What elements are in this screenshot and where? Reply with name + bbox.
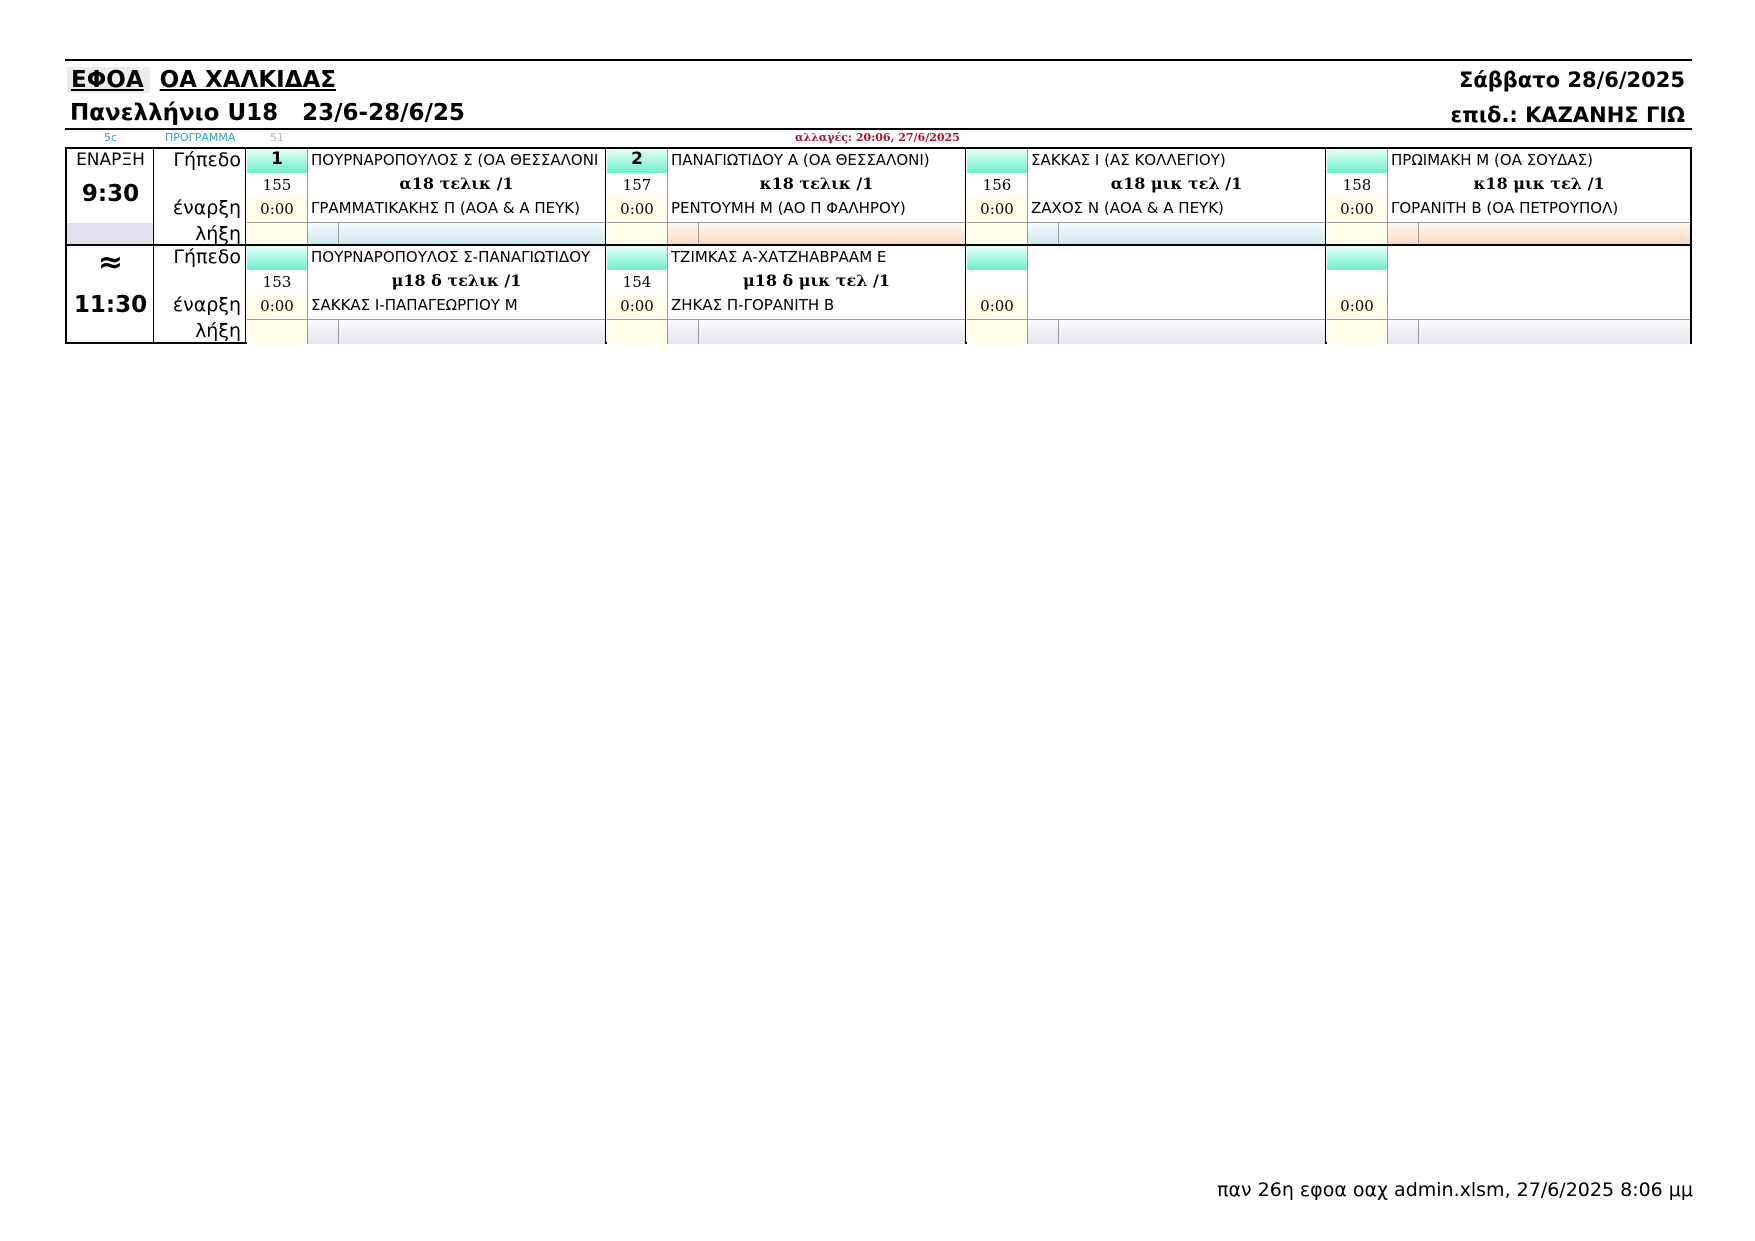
- organizer-club: ΟΑ ΧΑΛΚΙΔΑΣ: [159, 67, 337, 93]
- header-top-rule: [65, 59, 1692, 61]
- start-time: 0:00: [247, 198, 307, 221]
- match-number: 153: [247, 271, 307, 294]
- match-number: 157: [607, 174, 667, 197]
- divider: [1418, 223, 1419, 246]
- player-2: [1388, 294, 1690, 318]
- match-event: α18 τελικ /1: [399, 174, 514, 193]
- organizer-title: [67, 67, 336, 93]
- sheet-number: 51: [270, 131, 284, 144]
- start-time: 0:00: [967, 198, 1027, 221]
- player-2: ΖΑΧΟΣ Ν (ΑΟΑ & Α ΠΕΥΚ): [1031, 199, 1224, 217]
- divider: [967, 222, 1325, 223]
- match-event: [1388, 270, 1690, 294]
- slot-time: 9:30: [81, 181, 140, 207]
- organizer-federation: ΕΦΟΑ: [67, 67, 150, 93]
- sheet-code: 5c: [104, 131, 118, 144]
- end-time: [967, 222, 1027, 246]
- player-2: ΡΕΝΤΟΥΜΗ Μ (ΑΟ Π ΦΑΛΗΡΟΥ): [671, 199, 906, 217]
- result-box: [1388, 320, 1690, 344]
- match-event: κ18 τελικ /1: [759, 174, 874, 193]
- result-box: [668, 223, 965, 246]
- divider: [698, 320, 699, 344]
- match-number: [967, 271, 1027, 294]
- court-number: [1327, 246, 1387, 270]
- event-title: Πανελλήνιο U18 23/6-28/6/25: [70, 100, 465, 126]
- court-number: [967, 149, 1027, 173]
- divider: [965, 246, 966, 342]
- match-number: 158: [1327, 174, 1387, 197]
- slot-time-footer: [67, 223, 154, 246]
- divider: [153, 149, 154, 244]
- end-time: [247, 222, 307, 246]
- court-number: 2: [607, 149, 667, 173]
- player-2: ΓΡΑΜΜΑΤΙΚΑΚΗΣ Π (ΑΟΑ & Α ΠΕΥΚ): [311, 199, 580, 217]
- divider: [1327, 222, 1690, 223]
- header-bottom-rule: [65, 128, 1692, 130]
- player-1: ΠΟΥΡΝΑΡΟΠΟΥΛΟΣ Σ-ΠΑΝΑΓΙΩΤΙΔΟΥ: [311, 248, 591, 266]
- start-time: 0:00: [247, 295, 307, 318]
- divider: [153, 246, 154, 342]
- file-footer: παν 26η εφοα οαχ admin.xlsm, 27/6/2025 8:06 μμ: [1217, 1179, 1693, 1201]
- match-number: 155: [247, 174, 307, 197]
- end-time: [1327, 319, 1387, 344]
- player-1: [1388, 246, 1690, 270]
- match-event: κ18 μικ τελ /1: [1473, 174, 1605, 193]
- result-box: [1028, 320, 1325, 344]
- divider: [247, 222, 605, 223]
- result-box: [308, 320, 605, 344]
- divider: [607, 222, 965, 223]
- divider: [1325, 246, 1326, 342]
- divider: [338, 320, 339, 344]
- end-time: [967, 319, 1027, 344]
- start-time: 0:00: [967, 295, 1027, 318]
- divider: [605, 246, 606, 342]
- court-label: Γήπεδο: [173, 149, 241, 171]
- divider: [245, 246, 246, 342]
- time-slot-1: [65, 147, 1692, 246]
- approx-marker: ≈: [97, 246, 124, 280]
- result-box: [668, 320, 965, 344]
- start-label: έναρξη: [172, 197, 241, 219]
- player-1: [1028, 246, 1325, 270]
- player-2: ΓΟΡΑΝΙΤΗ Β (ΟΑ ΠΕΤΡΟΥΠΟΛ): [1391, 199, 1619, 217]
- start-time: 0:00: [607, 295, 667, 318]
- start-time: 0:00: [1327, 295, 1387, 318]
- divider: [605, 149, 606, 244]
- court-number: 1: [247, 149, 307, 173]
- divider: [1058, 320, 1059, 344]
- match-event: α18 μικ τελ /1: [1110, 174, 1243, 193]
- end-label: λήξη: [155, 223, 241, 246]
- divider: [245, 149, 246, 244]
- divider: [1327, 319, 1690, 320]
- divider: [967, 319, 1325, 320]
- court-number: [967, 246, 1027, 270]
- match-number: 154: [607, 271, 667, 294]
- end-time: [247, 319, 307, 344]
- match-event: μ18 δ τελικ /1: [391, 271, 522, 290]
- start-label: έναρξη: [172, 294, 241, 316]
- time-slot-2: [65, 244, 1692, 344]
- end-time: [607, 319, 667, 344]
- start-time: 0:00: [1327, 198, 1387, 221]
- schedule-date: Σάββατο 28/6/2025: [1458, 68, 1685, 92]
- divider: [698, 223, 699, 246]
- player-2: [1028, 294, 1325, 318]
- court-number: [607, 246, 667, 270]
- divider: [607, 319, 965, 320]
- player-2: ΖΗΚΑΣ Π-ΓΟΡΑΝΙΤΗ Β: [671, 296, 835, 314]
- supervisor: επιδ.: ΚΑΖΑΝΗΣ ΓΙΩ: [1450, 103, 1685, 127]
- start-time: 0:00: [607, 198, 667, 221]
- court-number: [1327, 149, 1387, 173]
- slot-time: 11:30: [73, 292, 148, 318]
- result-box: [308, 223, 605, 246]
- divider: [1058, 223, 1059, 246]
- player-1: ΠΡΩΙΜΑΚΗ Μ (ΟΑ ΣΟΥΔΑΣ): [1391, 151, 1593, 169]
- player-2: ΣΑΚΚΑΣ Ι-ΠΑΠΑΓΕΩΡΓΙΟΥ Μ: [311, 296, 518, 314]
- player-1: ΤΖΙΜΚΑΣ Α-ΧΑΤΖΗΑΒΡΑΑΜ Ε: [671, 248, 887, 266]
- match-number: 156: [967, 174, 1027, 197]
- player-1: ΠΟΥΡΝΑΡΟΠΟΥΛΟΣ Σ (ΟΑ ΘΕΣΣΑΛΟΝΙ: [311, 151, 599, 169]
- court-label: Γήπεδο: [173, 246, 241, 268]
- result-box: [1028, 223, 1325, 246]
- match-event: μ18 δ μικ τελ /1: [742, 271, 891, 290]
- divider: [1325, 149, 1326, 244]
- result-box: [1388, 223, 1690, 246]
- player-1: ΠΑΝΑΓΙΩΤΙΔΟΥ Α (ΟΑ ΘΕΣΣΑΛΟΝΙ): [671, 151, 930, 169]
- divider: [338, 223, 339, 246]
- court-number: [247, 246, 307, 270]
- divider: [965, 149, 966, 244]
- match-number: [1327, 271, 1387, 294]
- divider: [247, 319, 605, 320]
- start-marker: ΕΝΑΡΞΗ: [76, 150, 145, 170]
- program-label: ΠΡΟΓΡΑΜΜΑ: [165, 131, 236, 144]
- end-label: λήξη: [155, 320, 241, 344]
- match-event: [1028, 270, 1325, 294]
- player-1: ΣΑΚΚΑΣ Ι (ΑΣ ΚΟΛΛΕΓΙΟΥ): [1031, 151, 1226, 169]
- divider: [1418, 320, 1419, 344]
- end-time: [607, 222, 667, 246]
- end-time: [1327, 222, 1387, 246]
- changes-timestamp: αλλαγές: 20:06, 27/6/2025: [795, 131, 960, 144]
